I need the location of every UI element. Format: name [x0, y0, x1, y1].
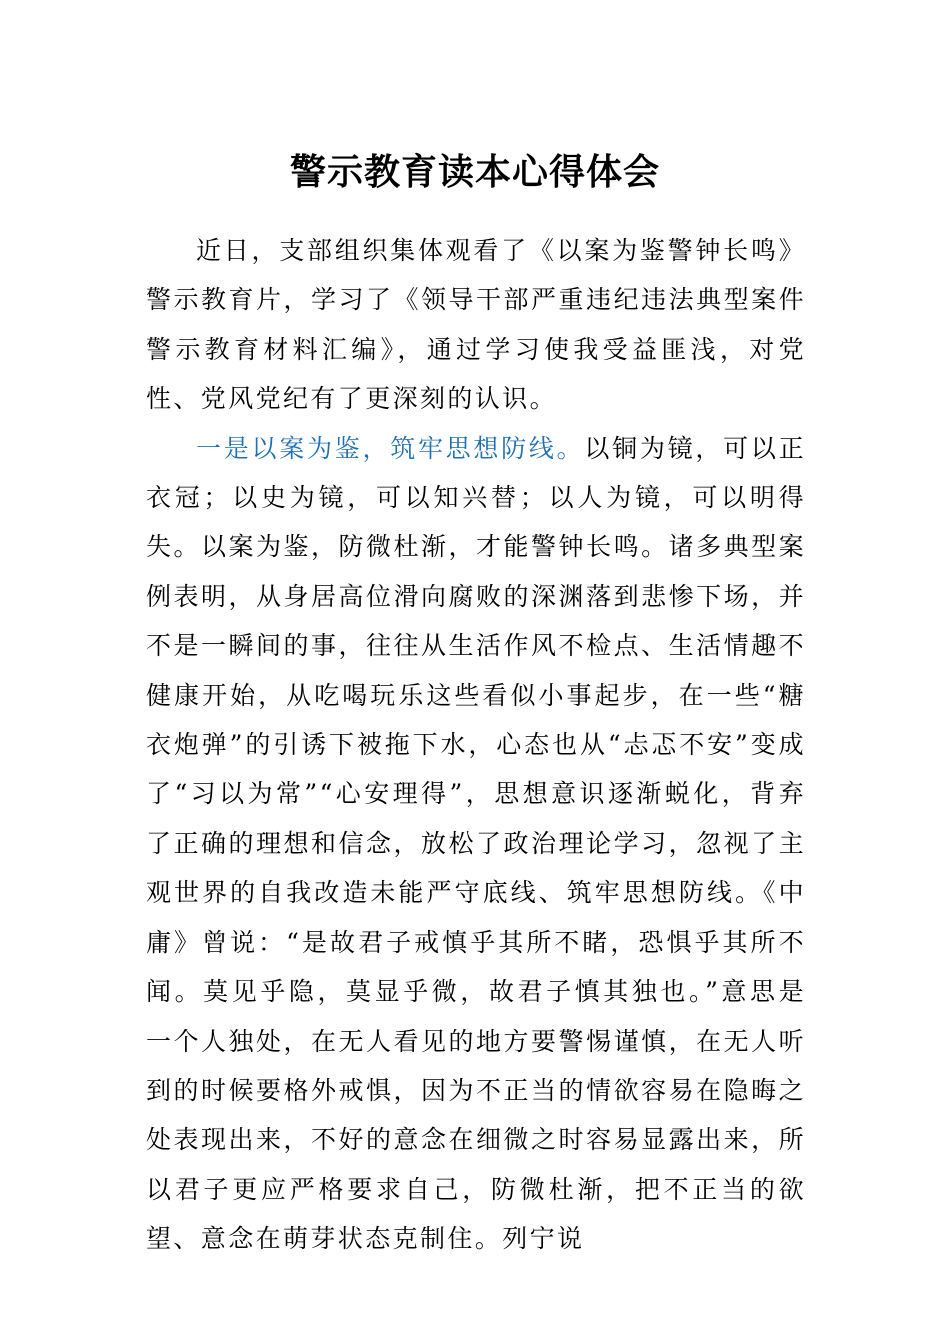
- paragraph-intro-text: 近日，支部组织集体观看了《以案为鉴警钟长鸣》警示教育片，学习了《领导干部严重违纪违法典型案件警示教育材料汇编》，通过学习使我受益匪浅，对党性、党风党纪有了更深刻的认识。: [146, 236, 806, 414]
- paragraph-point-one: [146, 424, 806, 1264]
- paragraph-intro: [146, 226, 806, 424]
- paragraph-point-one-heading: 一是以案为鉴，筑牢思想防线。: [196, 433, 585, 463]
- document-title: 警示教育读本心得体会: [289, 151, 660, 193]
- paragraph-point-one-text: 以铜为镜，可以正衣冠；以史为镜，可以知兴替；以人为镜，可以明得失。以案为鉴，防微杜渐，才能警钟长鸣。诸多典型案例表明，从身居高位滑向腐败的深渊落到悲惨下场，并不是一瞬间的事，往往从生活作风不检点、生活情趣不健康开始，从吃喝玩乐这些看似小事起步，在一些“糖衣炮弹”的引诱下被拖下水，心态也从“忐忑不安”变成了“习以为常”“心安理得”，思想意识逐渐蜕化，背弃了正确的理想和信念，放松了政治理论学习，忽视了主观世界的自我改造未能严守底线、筑牢思想防线。《中庸》曾说：“是故君子戒慎乎其所不睹，恐惧乎其所不闻。莫见乎隐，莫显乎微，故君子慎其独也。”意思是一个人独处，在无人看见的地方要警惕谨慎，在无人听到的时候要格外戒惧，因为不正当的情欲容易在隐晦之处表现出来，不好的意念在细微之时容易显露出来，所以君子更应严格要求自己，防微杜渐，把不正当的欲望、意念在萌芽状态克制住。列宁说: [146, 433, 807, 1254]
- document-body: [146, 226, 806, 1264]
